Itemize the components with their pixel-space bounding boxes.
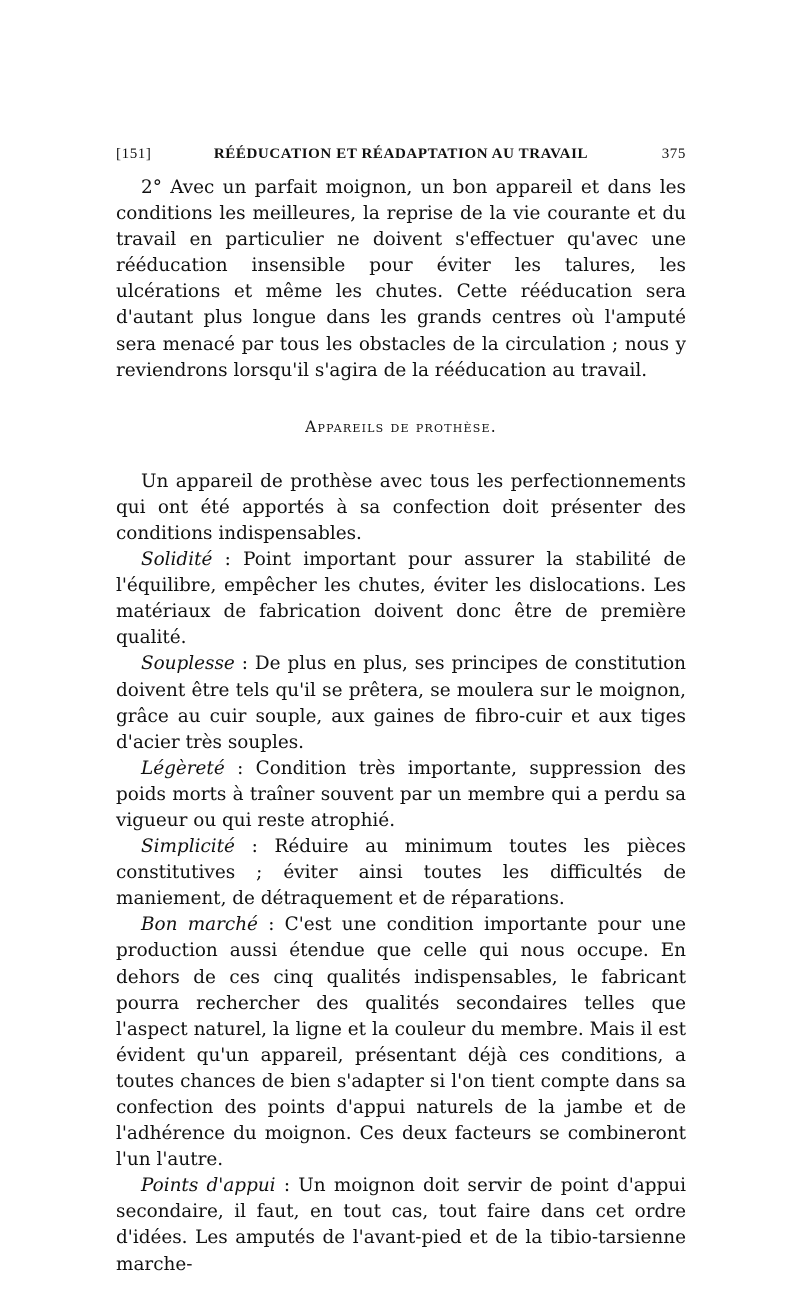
quality-bon-marche bbox=[116, 912, 686, 1173]
section-folio: [151] bbox=[116, 146, 152, 162]
running-head bbox=[116, 146, 686, 163]
page-number: 375 bbox=[661, 146, 686, 162]
quality-term: Simplicité bbox=[141, 836, 235, 858]
quality-text: : Réduire au minimum toutes les pièces constitutives ; éviter ainsi toutes les difficultés de maniement, de détraquement et de réparations. bbox=[116, 836, 686, 910]
quality-text: : Un moignon doit servir de point d'appui secondaire, il faut, en tout cas, tout faire dans cet ordre d'idées. Les amputés de l'avant-pied et de la tibio-tarsienne marche- bbox=[116, 1175, 686, 1275]
book-page bbox=[116, 146, 686, 1278]
quality-legerete bbox=[116, 756, 686, 834]
quality-text: : Point important pour assurer la stabilité de l'équilibre, empêcher les chutes, éviter les dislocations. Les matériaux de fabrication doivent donc être de première qualité. bbox=[116, 549, 686, 649]
quality-term: Points d'appui bbox=[141, 1175, 276, 1197]
quality-souplesse bbox=[116, 651, 686, 755]
running-title: RÉÉDUCATION ET RÉADAPTATION AU TRAVAIL bbox=[213, 146, 589, 162]
quality-simplicite bbox=[116, 834, 686, 912]
quality-points-appui bbox=[116, 1173, 686, 1277]
section-intro-paragraph: Un appareil de prothèse avec tous les perfectionnements qui ont été apportés à sa confection doit présenter des conditions indispensables. bbox=[116, 470, 686, 544]
quality-term: Solidité bbox=[141, 549, 213, 571]
quality-term: Bon marché bbox=[141, 914, 258, 936]
quality-text: : De plus en plus, ses principes de constitution doivent être tels qu'il se prêtera, se moulera sur le moignon, grâce au cuir souple, aux gaines de fibro-cuir et aux tiges d'acier très souples. bbox=[116, 653, 686, 753]
section-heading: Appareils de prothèse. bbox=[305, 417, 497, 436]
quality-solidite bbox=[116, 547, 686, 651]
intro-paragraph: 2° Avec un parfait moignon, un bon appareil et dans les conditions les meilleures, la reprise de la vie courante et du travail en particulier ne doivent s'effectuer qu'avec une rééducation insensible pour éviter les talures, les ulcérations et même les chutes. Cette rééducation sera d'autant plus longue dans les grands centres où l'amputé sera menacé par tous les obstacles de la circulation ; nous y reviendrons lorsqu'il s'agira de la rééducation au travail. bbox=[116, 177, 686, 381]
quality-term: Légèreté bbox=[141, 757, 225, 779]
quality-term: Souplesse bbox=[141, 653, 235, 675]
quality-text: : Condition très importante, suppression des poids morts à traîner souvent par un membre qui a perdu sa vigueur ou qui reste atrophié. bbox=[116, 757, 686, 831]
quality-text: : C'est une condition importante pour une production aussi étendue que celle qui nous occupe. En dehors de ces cinq qualités indispensables, le fabricant pourra rechercher des qualités secondaires telles que l'aspect naturel, la ligne et la couleur du membre. Mais il est évident qu'un appareil, présentant déjà ces conditions, a toutes chances de bien s'adapter si l'on tient compte dans sa confection des points d'appui naturels de la jambe et de l'adhérence du moignon. Ces deux facteurs se combineront l'un l'autre. bbox=[116, 914, 687, 1171]
